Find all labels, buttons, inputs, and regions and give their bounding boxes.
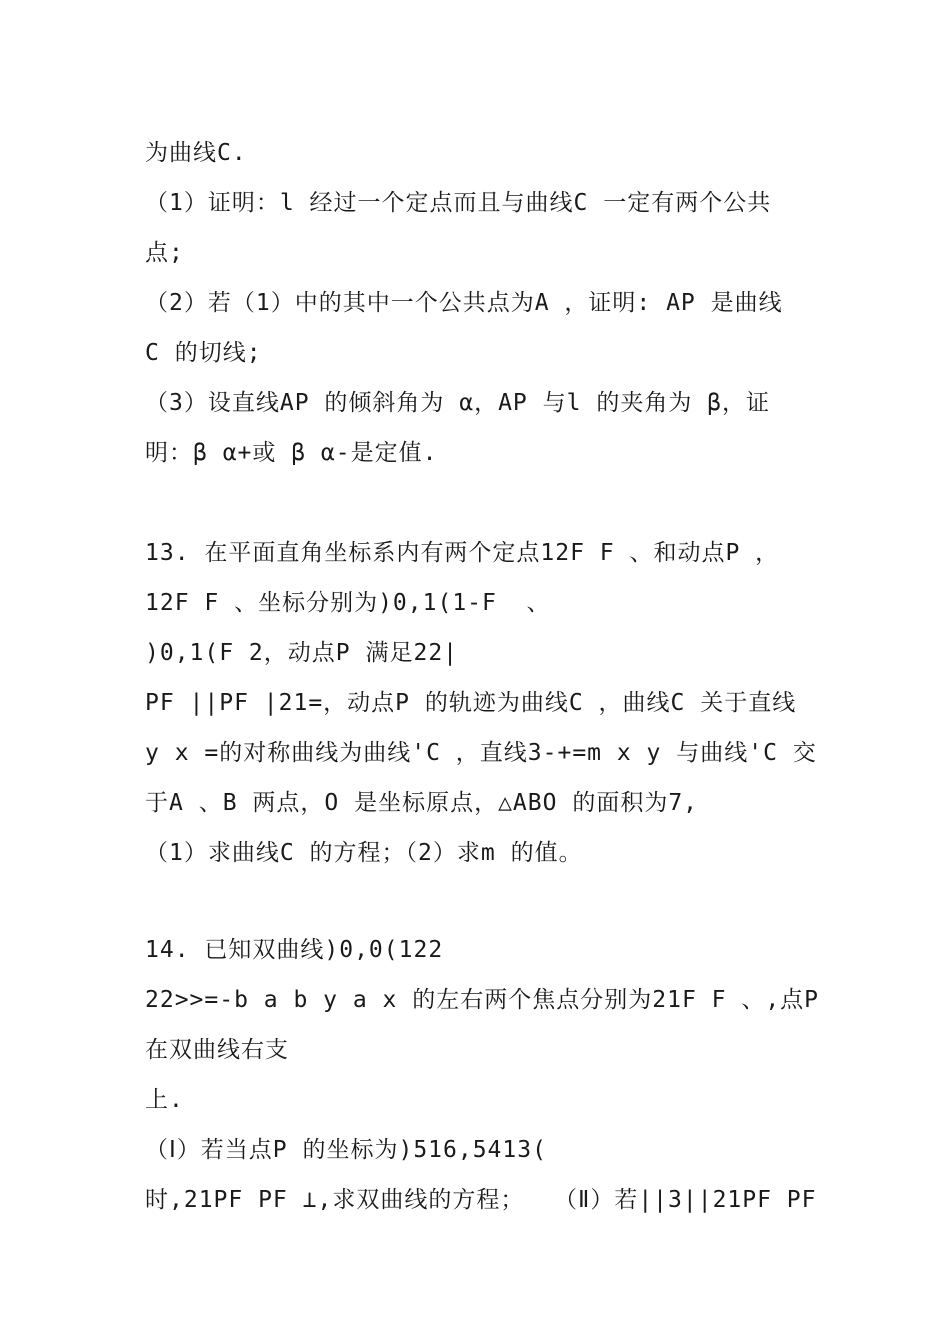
text-line: 时,21PF PF ⊥,求双曲线的方程； （Ⅱ）若||3||21PF PF bbox=[145, 1187, 817, 1213]
text-line: 14. 已知双曲线)0,0(122 bbox=[145, 937, 444, 963]
text-line: C 的切线; bbox=[145, 340, 262, 366]
text-line: )0,1(F 2，动点P 满足22| bbox=[145, 640, 459, 666]
text-line: 明：β α+或 β α-是定值. bbox=[145, 440, 438, 466]
text-line: 点; bbox=[145, 240, 184, 266]
text-line: 上. bbox=[145, 1087, 184, 1113]
text-line: （1）证明：l 经过一个定点而且与曲线C 一定有两个公共 bbox=[145, 190, 772, 216]
text-line: （3）设直线AP 的倾斜角为 α，AP 与l 的夹角为 β，证 bbox=[145, 390, 771, 416]
text-line: （Ⅰ）若当点P 的坐标为)516,5413( bbox=[145, 1137, 547, 1163]
text-line: 于A 、B 两点，O 是坐标原点，△ABO 的面积为7, bbox=[145, 790, 699, 816]
text-line: 12F F 、坐标分别为)0,1(1-F 、 bbox=[145, 590, 551, 616]
text-line: y x =的对称曲线为曲线'C ，直线3-+=m x y 与曲线'C 交 bbox=[145, 740, 817, 766]
text-line: PF ||PF |21=，动点P 的轨迹为曲线C ，曲线C 关于直线 bbox=[145, 690, 797, 716]
text-line: （2）若（1）中的其中一个公共点为A ，证明: AP 是曲线 bbox=[145, 290, 783, 316]
text-line: 22>>=-b a b y a x 的左右两个焦点分别为21F F 、,点P bbox=[145, 987, 820, 1013]
text-line: 在双曲线右支 bbox=[145, 1037, 289, 1063]
text-line: （1）求曲线C 的方程；（2）求m 的值。 bbox=[145, 840, 583, 866]
text-line: 为曲线C. bbox=[145, 140, 247, 166]
text-line: 13. 在平面直角坐标系内有两个定点12F F 、和动点P ， bbox=[145, 540, 780, 566]
